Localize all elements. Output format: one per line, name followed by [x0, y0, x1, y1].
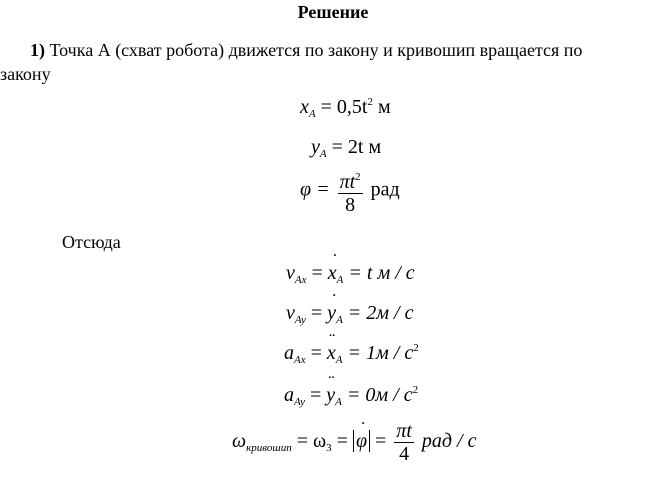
rhs: = 0,5t: [315, 96, 368, 118]
abs-bars: [353, 430, 370, 452]
eq: =: [305, 302, 328, 324]
sub-A: A: [335, 396, 342, 408]
exp: 2: [412, 384, 419, 396]
rhs: = t м / с: [343, 262, 415, 284]
var-y: y: [311, 136, 320, 158]
equation-vAy: [286, 302, 414, 326]
denominator: 4: [399, 443, 410, 465]
eq2: =: [370, 430, 392, 453]
var-phi: φ =: [300, 178, 335, 201]
equation-yA: [311, 136, 381, 160]
var-omega: ω: [232, 430, 247, 453]
numerator: πt: [396, 420, 412, 442]
var-x: x: [300, 96, 309, 118]
equation-aAy: [284, 384, 418, 408]
sub-A: A: [308, 108, 316, 120]
var-y-ddot: ¨ y: [326, 384, 335, 407]
rhs: = 1м / с: [342, 342, 414, 364]
exp: 2: [413, 342, 419, 354]
page-title: Решение: [297, 2, 369, 22]
rhs: = 0м / с: [341, 384, 413, 406]
otsyuda-text: Отсюда: [62, 232, 121, 252]
sub: Ax: [294, 354, 306, 366]
sub-A: A: [336, 314, 343, 326]
equation-xA: [300, 96, 391, 120]
denominator: 8: [345, 194, 356, 216]
equation-vAx: [286, 262, 415, 286]
var-v: v: [286, 262, 295, 284]
var-a: a: [284, 342, 294, 364]
numerator: πt: [339, 171, 356, 193]
sub: Ay: [294, 314, 306, 326]
item-number: 1): [30, 40, 45, 60]
rhs: = 2t: [326, 136, 364, 158]
var-v: v: [286, 302, 295, 324]
unit: м: [372, 96, 391, 118]
fraction: [338, 166, 363, 216]
var-x-ddot: ¨ x: [327, 342, 336, 365]
intro-line-1: [30, 38, 582, 62]
unit: рад: [365, 178, 400, 201]
sub-A: A: [336, 274, 344, 286]
sub-A: A: [319, 148, 327, 160]
exp: 2: [367, 96, 373, 108]
eq: =: [305, 342, 327, 364]
sub: Ax: [294, 274, 307, 286]
intro-text-1: Точка А (схват робота) движется по закону и кривошип вращается по: [49, 40, 583, 60]
equation-omega: [232, 420, 476, 465]
sub-krivoship: кривошип: [246, 442, 292, 455]
sub-A: A: [335, 354, 343, 366]
eq: =: [306, 262, 328, 284]
intro-line-2: закону: [0, 64, 51, 84]
eq: =: [305, 384, 327, 406]
numerator-exp: 2: [355, 171, 361, 183]
equation-aAx: [284, 342, 419, 366]
eq: =: [331, 430, 353, 453]
var-x-dot: ˙ x: [328, 262, 337, 285]
sub-3: 3: [326, 442, 332, 455]
fraction: [394, 420, 414, 465]
rhs: = 2м / с: [342, 302, 414, 324]
equation-phi: [300, 166, 400, 216]
var-y-dot: ˙ y: [327, 302, 336, 325]
unit: рад / с: [416, 430, 477, 453]
var-phi-dot: ˙ φ: [356, 430, 367, 453]
sub: Ay: [294, 396, 305, 408]
var-a: a: [284, 384, 294, 406]
unit: м: [363, 136, 382, 158]
mid: = ω: [291, 430, 327, 453]
